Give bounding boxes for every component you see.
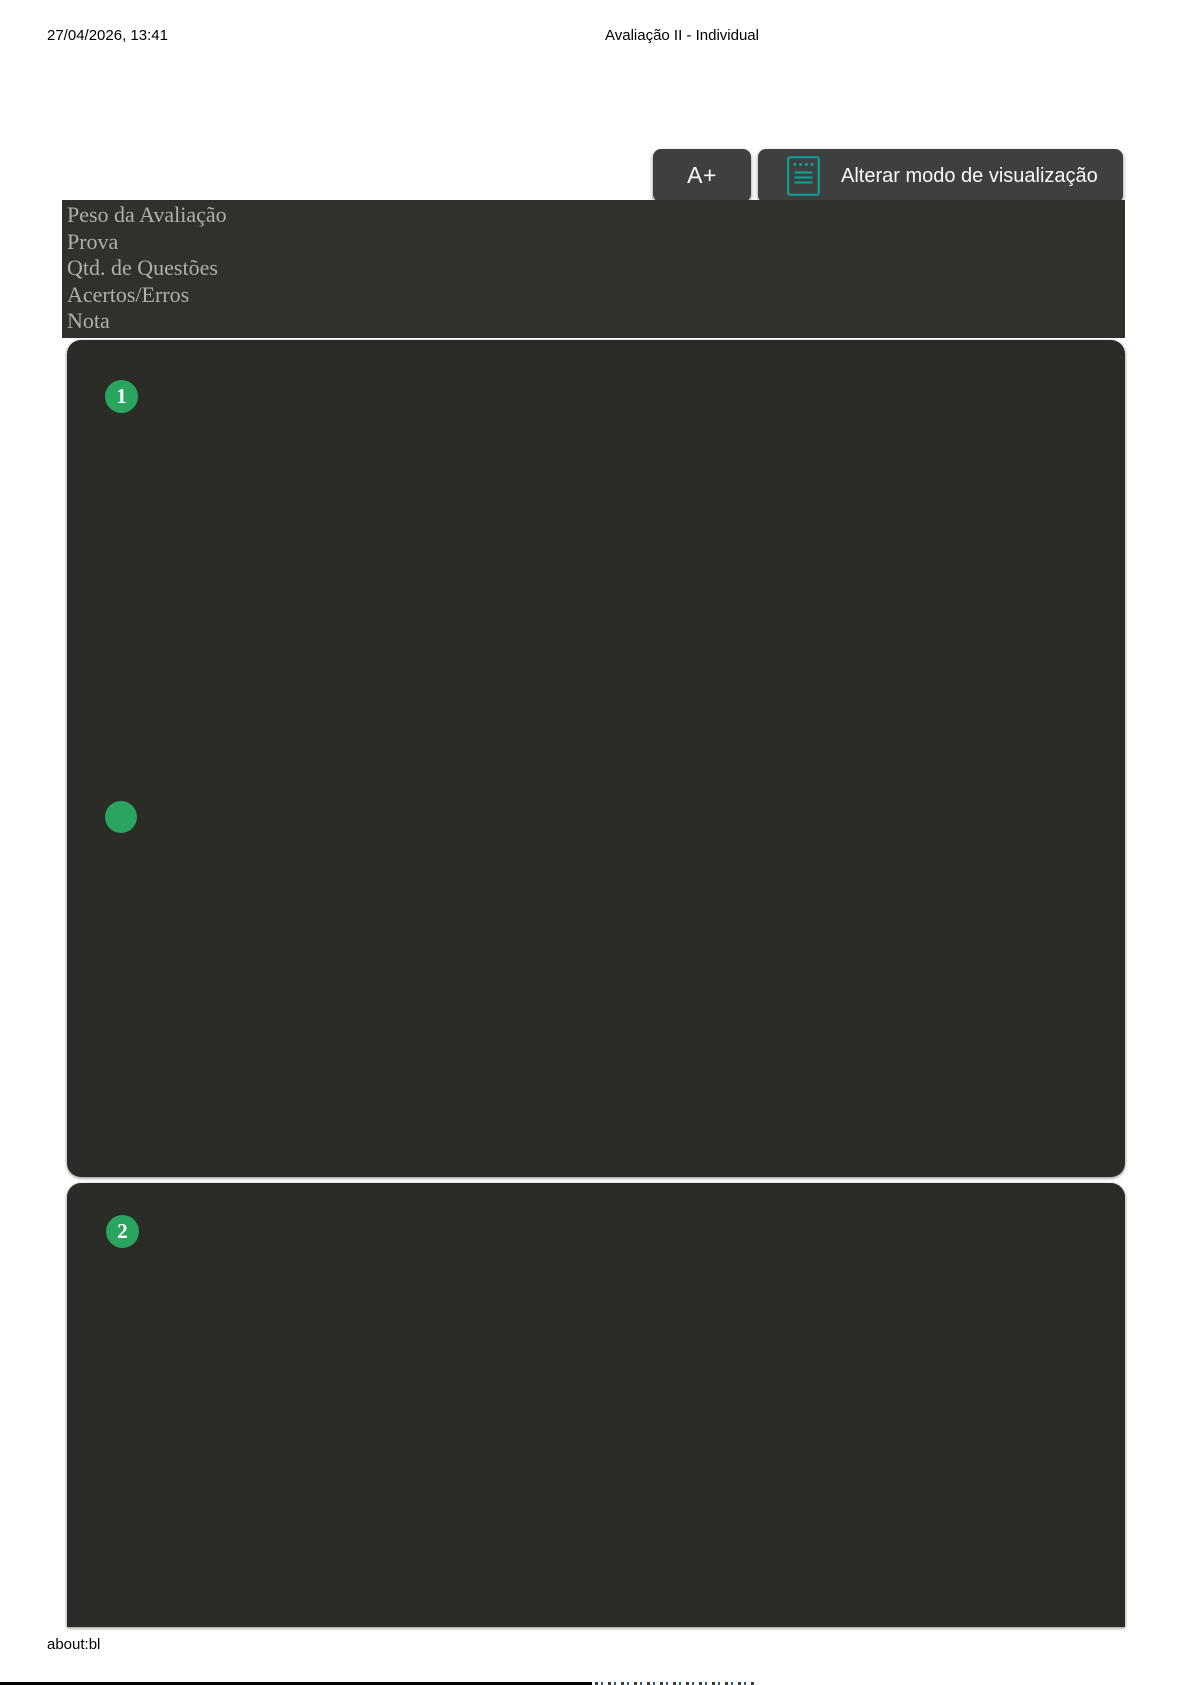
change-view-mode-button[interactable]: [758, 149, 1123, 203]
print-header-title: Avaliação II - Individual: [605, 27, 759, 44]
summary-label-acertos: Acertos/Erros: [67, 281, 190, 307]
summary-label-prova: Prova: [67, 228, 119, 254]
question-number-label: 1: [116, 384, 127, 408]
summary-label-nota: Nota: [67, 308, 110, 333]
print-footer-url: about:bl: [47, 1636, 101, 1653]
document-list-icon: [787, 156, 820, 196]
selected-answer-dot: [105, 801, 137, 833]
question-card-1: [67, 340, 1125, 1177]
summary-label-questoes: Qtd. de Questões: [67, 255, 218, 280]
evaluation-summary-block: [62, 200, 1125, 338]
question-number-badge: [105, 380, 138, 413]
question-number-badge: [106, 1215, 139, 1248]
question-number-label: 2: [117, 1219, 128, 1243]
question-card-2: [67, 1183, 1125, 1627]
change-view-mode-label: Alterar modo de visualização: [841, 164, 1098, 187]
font-increase-button[interactable]: A+: [653, 149, 751, 202]
print-header-datetime: 27/04/2026, 13:41: [47, 27, 168, 44]
summary-label-peso: Peso da Avaliação: [67, 202, 227, 227]
